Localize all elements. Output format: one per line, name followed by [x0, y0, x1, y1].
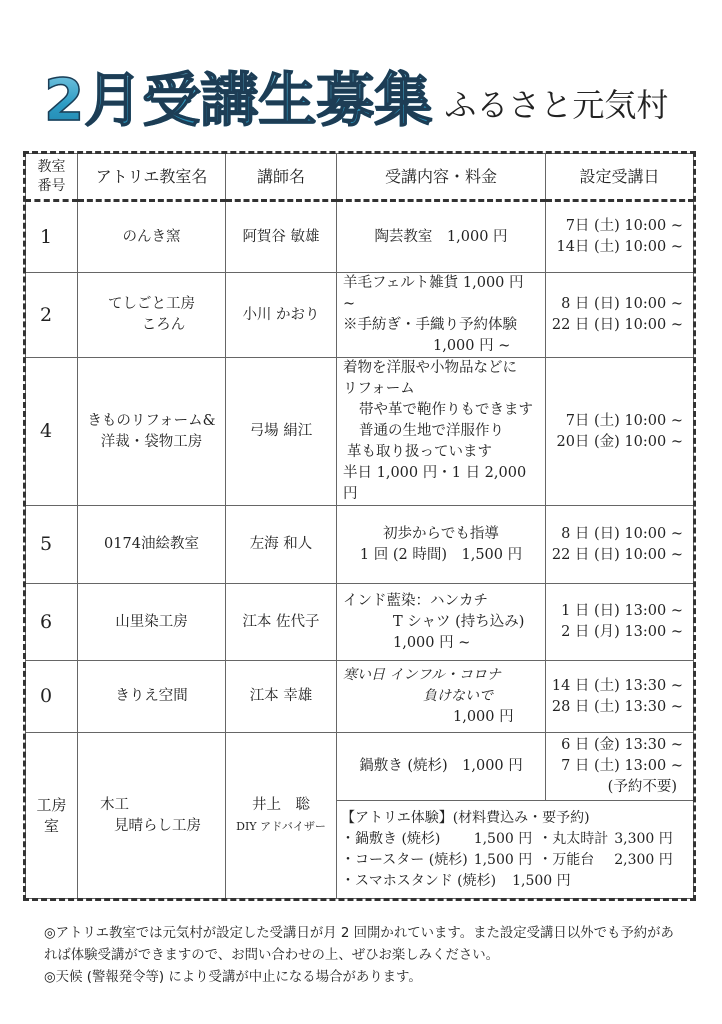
content-fee: 羊毛フェルト雑貨 1,000 円 ~ ※手紡ぎ・手織り予約体験 1,000 円 ~: [337, 273, 546, 358]
class-dates: 1 日 (日) 13:00 ~ 2 日 (月) 13:00 ~: [546, 584, 694, 661]
handwritten-note: 寒い日 インフル・コロナ: [343, 667, 501, 683]
class-number: 4: [26, 358, 78, 506]
workshop-dates: 6 日 (金) 13:30 ~ 7 日 (土) 13:00 ~ (予約不要): [546, 733, 694, 801]
class-name: きりえ空間: [78, 661, 226, 733]
class-name: 0174油絵教室: [78, 506, 226, 584]
atelier-experience: [337, 801, 694, 899]
content-flow: [25, 153, 693, 989]
experience-list: [341, 829, 689, 871]
content-fee: 着物を洋服や小物品などに リフォーム 帯や革で鞄作りもできます 普通の生地で洋服作り 革も取り扱っています 半日 1,000 円・1 日 2,000 円: [337, 358, 546, 506]
experience-item-label: ・コースター (焼杉): [341, 851, 468, 868]
teacher-name: 弓場 絹江: [226, 358, 337, 506]
content-fee: 初歩からでも指導 1 回 (2 時間) 1,500 円: [337, 506, 546, 584]
header-content-fee: 受講内容・料金: [337, 154, 546, 201]
table-row: [26, 506, 694, 584]
note-schedule: ◎アトリエ教室では元気村が設定した受講日が月 2 回開かれています。また設定受講日以外でも予約があれば体験受講ができますので、お問い合わせの上、ぜひお楽しみください。: [44, 926, 674, 963]
class-name: てしごと工房 ころん: [78, 273, 226, 358]
experience-last-item: [341, 871, 689, 892]
header-dates: 設定受講日: [546, 154, 694, 201]
experience-item-price: 1,500 円: [473, 830, 533, 847]
class-dates: 8 日 (日) 10:00 ~ 22 日 (日) 10:00 ~: [546, 506, 694, 584]
class-number: 5: [26, 506, 78, 584]
class-number: 6: [26, 584, 78, 661]
title-organization: ふるさと元気村: [444, 86, 669, 124]
workshop-number: 工房 室: [26, 733, 78, 899]
teacher-name: 小川 かおり: [226, 273, 337, 358]
workshop-name: 木工 見晴らし工房: [78, 733, 226, 899]
teacher-name: 阿賀谷 敏雄: [226, 201, 337, 273]
teacher-name: 江本 幸雄: [226, 661, 337, 733]
header-teacher: 講師名: [226, 154, 337, 201]
table-row: [26, 584, 694, 661]
class-dates: 8 日 (日) 10:00 ~ 22 日 (日) 10:00 ~: [546, 273, 694, 358]
table-row: [26, 358, 694, 506]
page-title: [44, 50, 668, 140]
class-name: 山里染工房: [78, 584, 226, 661]
class-name: きものリフォーム& 洋裁・袋物工房: [78, 358, 226, 506]
table-row: [26, 273, 694, 358]
experience-item-price: 1,500 円: [473, 851, 533, 868]
experience-item-price: 1,500 円: [512, 872, 571, 889]
experience-item-label: ・丸太時計: [538, 830, 609, 847]
class-schedule-table: [25, 153, 694, 899]
content-fee: 寒い日 インフル・コロナ 負けないで 1,000 円: [337, 661, 546, 733]
workshop-row: [26, 733, 694, 801]
class-number: 0: [26, 661, 78, 733]
title-main: 2月受講生募集: [44, 60, 432, 140]
content-fee: 陶芸教室 1,000 円: [337, 201, 546, 273]
handwritten-note: 負けないで: [423, 688, 493, 704]
teacher-name: 江本 佐代子: [226, 584, 337, 661]
note-weather: ◎天候 (警報発令等) により受講が中止になる場合があります。: [44, 970, 422, 985]
class-number: 1: [26, 201, 78, 273]
experience-item-label: ・鍋敷き (焼杉): [341, 830, 441, 847]
table-row: [26, 201, 694, 273]
experience-item-price: 3,300 円: [614, 830, 673, 847]
experience-item-label: ・万能台: [538, 851, 595, 868]
workshop-content-fee: 鍋敷き (焼杉) 1,000 円: [337, 733, 546, 801]
header-class-name: アトリエ教室名: [78, 154, 226, 201]
workshop-teacher: 井上 聡 DIY アドバイザー: [226, 733, 337, 899]
table-row: [26, 661, 694, 733]
content-fee: インド藍染：ハンカチ T シャツ (持ち込み) 1,000 円 ~: [337, 584, 546, 661]
class-number: 2: [26, 273, 78, 358]
class-dates: 7日 (土) 10:00 ~ 14日 (土) 10:00 ~: [546, 201, 694, 273]
experience-heading: 【アトリエ体験】(材料費込み・要予約): [341, 809, 590, 826]
header-class-number: 教室 番号: [26, 154, 78, 201]
class-name: のんき窯: [78, 201, 226, 273]
experience-item-label: ・スマホスタンド (焼杉): [341, 872, 497, 889]
experience-item-price: 2,300 円: [614, 851, 673, 868]
teacher-title: DIY アドバイザー: [236, 819, 326, 833]
class-dates: 7日 (土) 10:00 ~ 20日 (金) 10:00 ~: [546, 358, 694, 506]
teacher-name: 左海 和人: [226, 506, 337, 584]
footer-notes: [25, 923, 684, 989]
class-dates: 14 日 (土) 13:30 ~ 28 日 (土) 13:30 ~: [546, 661, 694, 733]
table-header-row: [26, 154, 694, 201]
